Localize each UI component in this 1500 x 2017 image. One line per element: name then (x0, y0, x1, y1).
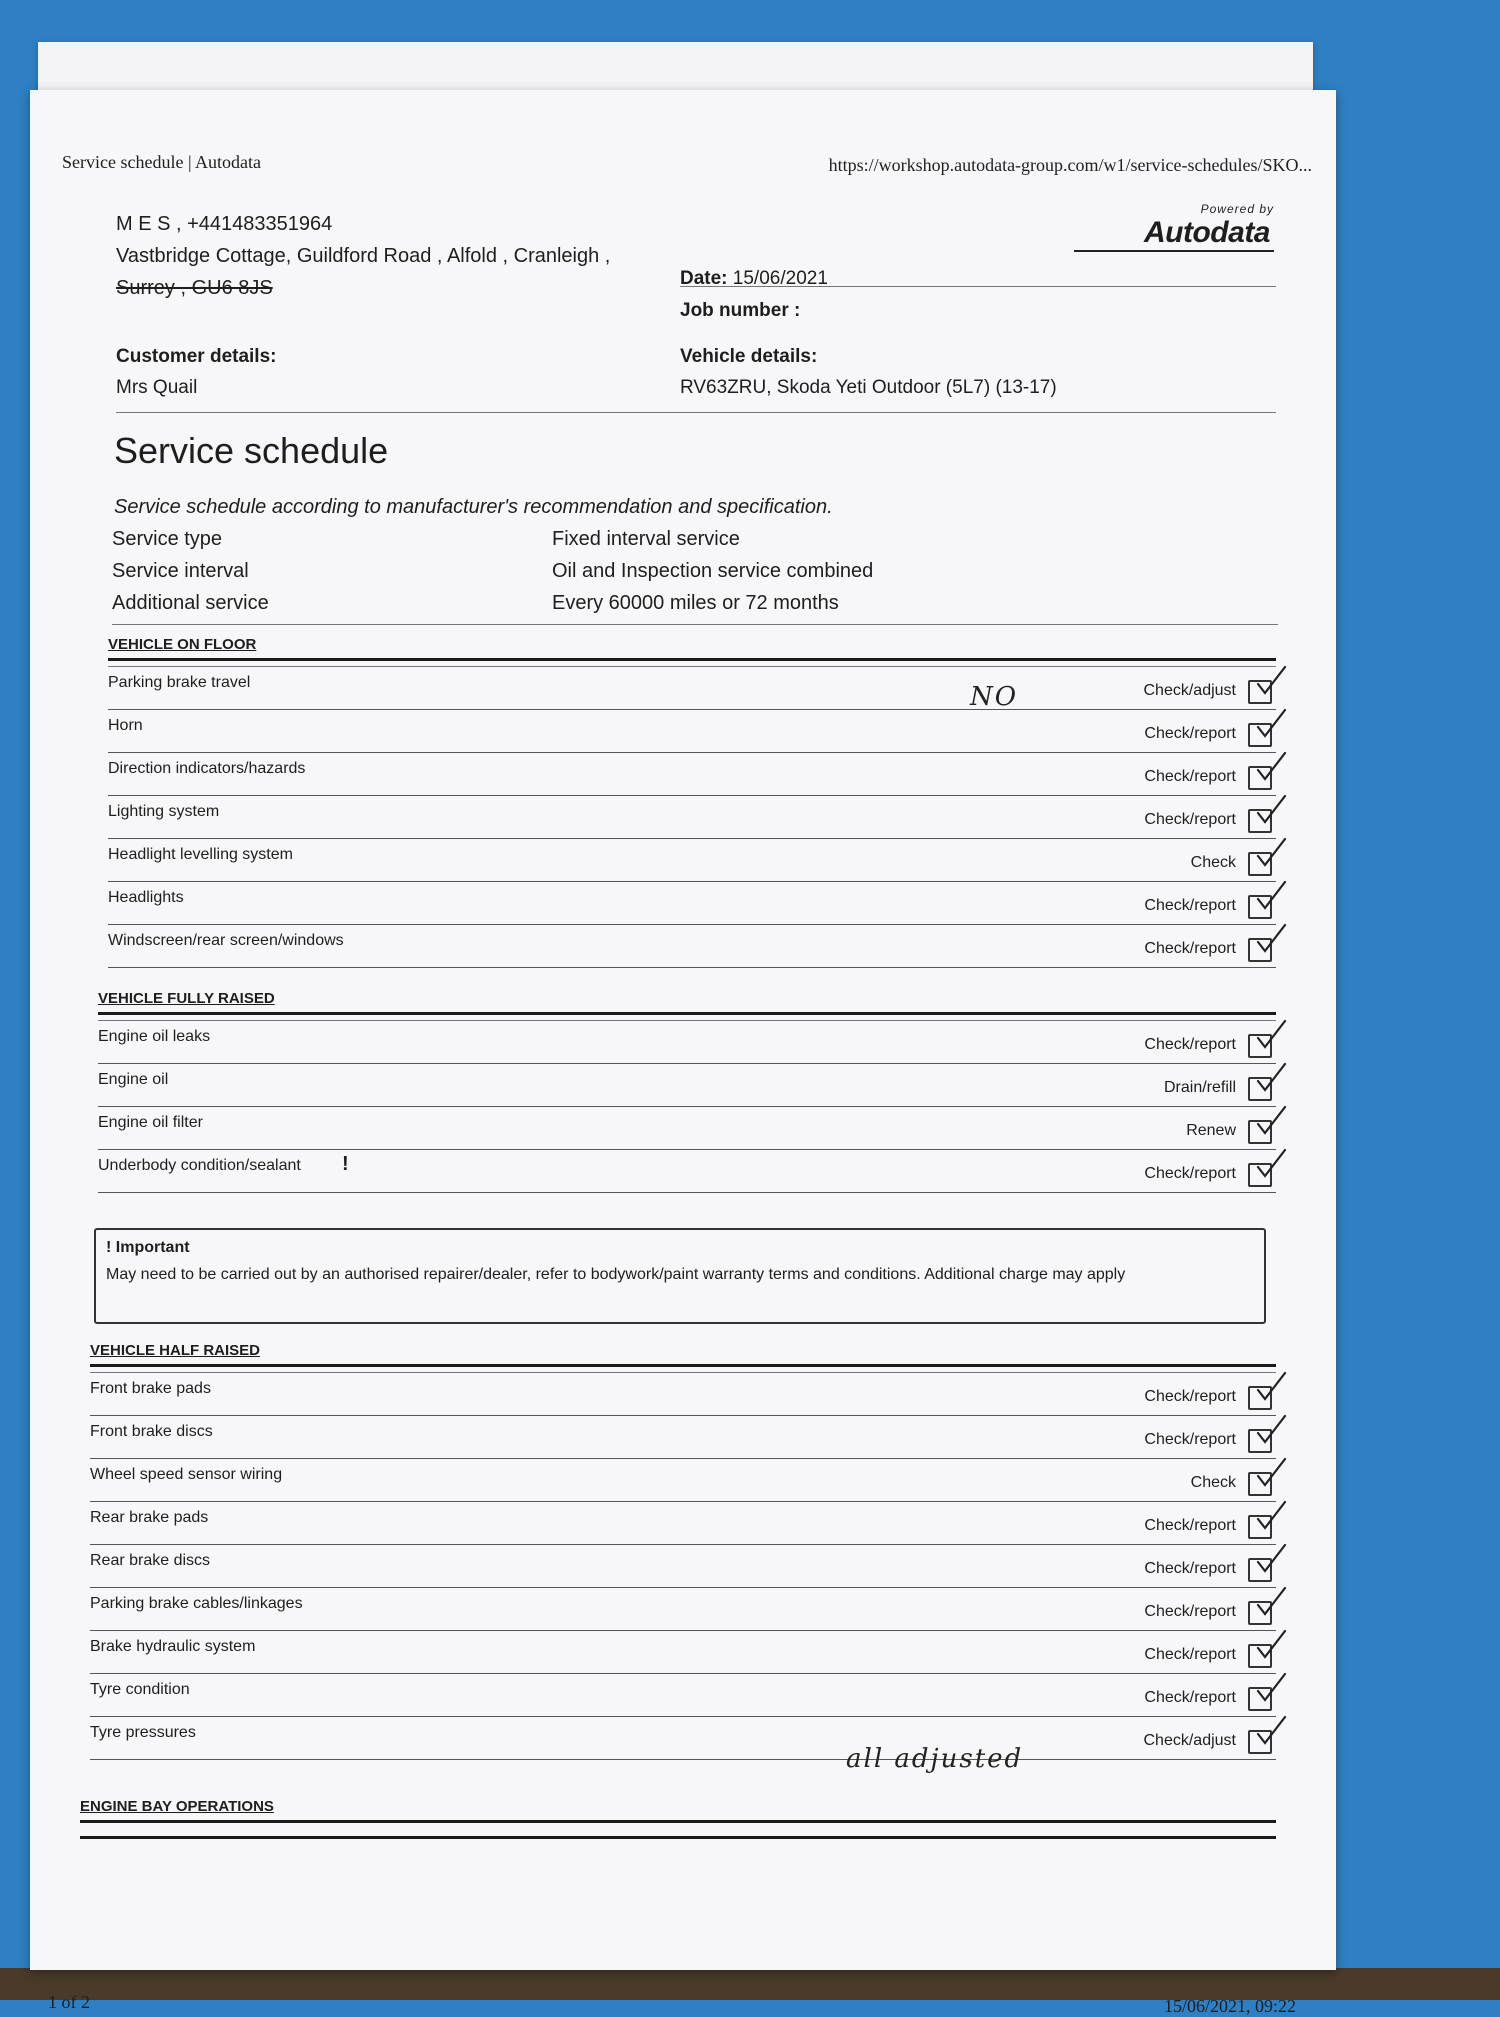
checklist-item-label: Front brake discs (90, 1423, 213, 1440)
checklist-row (90, 1374, 1276, 1416)
date-line (680, 268, 828, 290)
row-divider (90, 1415, 1276, 1416)
garage-address (116, 208, 610, 304)
important-heading: ! Important (106, 1239, 190, 1256)
section-rule (98, 1020, 1276, 1021)
checklist-item-label: Front brake pads (90, 1380, 211, 1397)
info-row (112, 528, 1278, 560)
checklist-item-label: Horn (108, 717, 143, 734)
browser-page-url: https://workshop.autodata-group.com/w1/service-schedules/SKO... (828, 155, 1312, 175)
section-heading-half-raised: VEHICLE HALF RAISED (90, 1342, 261, 1359)
date-label: Date: (680, 268, 728, 289)
important-notice (94, 1228, 1266, 1324)
row-divider (98, 1106, 1276, 1107)
checklist-item-label: Rear brake discs (90, 1552, 211, 1569)
date-value: 15/06/2021 (732, 268, 828, 289)
checklist-item-label: Brake hydraulic system (90, 1638, 256, 1655)
customer-heading: Customer details: (116, 346, 277, 367)
checklist-row (90, 1417, 1276, 1459)
powered-by-label: Powered by (1200, 202, 1274, 216)
row-divider (108, 967, 1276, 968)
handwritten-tick-icon (1254, 1370, 1288, 1404)
vehicle-heading: Vehicle details: (680, 346, 818, 367)
section-heading-floor: VEHICLE ON FLOOR (108, 636, 257, 653)
row-divider (90, 1587, 1276, 1588)
checklist-row (90, 1460, 1276, 1502)
row-divider (108, 838, 1276, 839)
info-value: Oil and Inspection service combined (552, 560, 874, 582)
handwritten-tick-icon (1254, 879, 1288, 913)
checklist-row (90, 1675, 1276, 1717)
checklist-row (90, 1632, 1276, 1674)
checklist-item-action: Check/report (1144, 940, 1236, 957)
handwritten-tick-icon (1254, 707, 1288, 741)
row-divider (90, 1630, 1276, 1631)
handwritten-tick-icon (1254, 750, 1288, 784)
checklist-item-label: Headlights (108, 889, 184, 906)
checklist-item-action: Check/report (1144, 1517, 1236, 1534)
handwritten-tick-icon (1254, 1628, 1288, 1662)
service-schedule-page (30, 90, 1336, 2016)
schedule-description: Service schedule according to manufacturer's recommendation and specification. (114, 496, 833, 518)
checklist-row (108, 754, 1276, 796)
info-row (112, 560, 1278, 592)
checklist-item-action: Check/report (1144, 811, 1236, 828)
checklist-item-action: Check/report (1144, 1431, 1236, 1448)
checklist-row (90, 1546, 1276, 1588)
section-heading-fully-raised: VEHICLE FULLY RAISED (98, 990, 275, 1007)
row-divider (98, 1063, 1276, 1064)
checklist-item-label: Underbody condition/sealant (98, 1157, 301, 1174)
checklist-item-label: Tyre pressures (90, 1724, 196, 1741)
handwritten-tick-icon (1254, 1714, 1288, 1748)
checklist-row (108, 797, 1276, 839)
row-divider (108, 752, 1276, 753)
autodata-logo (1074, 202, 1274, 252)
row-divider (90, 1544, 1276, 1545)
handwritten-note-tyres: all adjusted (846, 1744, 1024, 1774)
row-divider (108, 881, 1276, 882)
details-divider (116, 412, 1276, 413)
checklist-item-label: Rear brake pads (90, 1509, 209, 1526)
info-key: Service interval (112, 560, 249, 582)
checklist-row (98, 1108, 1276, 1150)
checklist-item-action: Check (1190, 854, 1236, 871)
checklist-item-action: Check/report (1144, 1165, 1236, 1182)
handwritten-tick-icon (1254, 1413, 1288, 1447)
brand-name: Autodata (1074, 216, 1274, 252)
info-key: Service type (112, 528, 223, 550)
section-rule (98, 1012, 1276, 1015)
checklist-item-label: Headlight levelling system (108, 846, 293, 863)
handwritten-tick-icon (1254, 1147, 1288, 1181)
checklist-item-action: Check/adjust (1143, 1732, 1236, 1749)
info-value: Fixed interval service (552, 528, 740, 550)
handwritten-tick-icon (1254, 1499, 1288, 1533)
row-divider (90, 1759, 1276, 1760)
checklist-row (108, 840, 1276, 882)
checklist-row (108, 711, 1276, 753)
section-rule (80, 1820, 1276, 1823)
checklist-row (90, 1718, 1276, 1760)
handwritten-tick-icon (1254, 1456, 1288, 1490)
customer-name: Mrs Quail (116, 377, 198, 398)
info-divider (112, 624, 1278, 625)
garage-address-line1: Vastbridge Cottage, Guildford Road , Alfold , Cranleigh , (116, 245, 611, 267)
handwritten-tick-icon (1254, 1542, 1288, 1576)
checklist-row (98, 1151, 1276, 1193)
checklist-row (108, 883, 1276, 925)
handwritten-tick-icon (1254, 1671, 1288, 1705)
section-rule (90, 1364, 1276, 1367)
checklist-item-action: Renew (1186, 1122, 1236, 1139)
checklist-item-label: Direction indicators/hazards (108, 760, 306, 777)
checklist-item-action: Check (1190, 1474, 1236, 1491)
row-divider (98, 1192, 1276, 1193)
job-number-label: Job number : (680, 300, 801, 321)
section-rule (80, 1836, 1276, 1839)
checklist-row (108, 926, 1276, 968)
section-rule (90, 1372, 1276, 1373)
row-divider (90, 1716, 1276, 1717)
print-timestamp: 15/06/2021, 09:22 (1163, 1996, 1296, 2016)
handwritten-note-parking: NO (970, 682, 1019, 712)
checklist-row (90, 1589, 1276, 1631)
page-number: 1 of 2 (48, 1992, 90, 2012)
checklist-row (108, 668, 1276, 710)
handwritten-tick-icon (1254, 793, 1288, 827)
row-divider (108, 709, 1276, 710)
checklist-item-action: Check/report (1144, 1646, 1236, 1663)
checklist-item-label: Engine oil (98, 1071, 169, 1088)
page-title: Service schedule (114, 430, 389, 471)
handwritten-tick-icon (1254, 1104, 1288, 1138)
garage-name-phone: M E S , +441483351964 (116, 213, 333, 235)
service-info (112, 528, 1278, 624)
checklist-item-label: Parking brake travel (108, 674, 251, 691)
checklist-item-label: Parking brake cables/linkages (90, 1595, 303, 1612)
important-text: May need to be carried out by an authorised repairer/dealer, refer to bodywork/paint warranty terms and conditions. Additional charge may apply (106, 1266, 1126, 1283)
info-row (112, 592, 1278, 624)
row-divider (108, 924, 1276, 925)
section-rule (108, 666, 1276, 667)
checklist-item-label: Tyre condition (90, 1681, 190, 1698)
checklist-item-action: Check/report (1144, 897, 1236, 914)
checklist-item-action: Check/report (1144, 768, 1236, 785)
checklist-item-action: Check/adjust (1143, 682, 1236, 699)
handwritten-tick-icon (1254, 1585, 1288, 1619)
checklist-item-label: Wheel speed sensor wiring (90, 1466, 283, 1483)
row-divider (108, 795, 1276, 796)
row-divider (90, 1501, 1276, 1502)
checklist-item-action: Check/report (1144, 1388, 1236, 1405)
handwritten-tick-icon (1254, 664, 1288, 698)
checklist-item-label: Lighting system (108, 803, 220, 820)
checklist-item-action: Check/report (1144, 1560, 1236, 1577)
handwritten-tick-icon (1254, 1018, 1288, 1052)
row-divider (90, 1673, 1276, 1674)
garage-address-line2: Surrey , GU6 8JS (116, 277, 273, 299)
row-divider (90, 1458, 1276, 1459)
checklist-item-label: Windscreen/rear screen/windows (108, 932, 344, 949)
checklist-row (98, 1065, 1276, 1107)
checklist-item-action: Check/report (1144, 1689, 1236, 1706)
checklist-item-action: Check/report (1144, 1036, 1236, 1053)
handwritten-tick-icon (1254, 1061, 1288, 1095)
handwritten-tick-icon (1254, 836, 1288, 870)
checklist-item-label: Engine oil leaks (98, 1028, 211, 1045)
info-key: Additional service (112, 592, 269, 614)
checklist-item-action: Drain/refill (1163, 1079, 1236, 1096)
section-heading-engine-bay: ENGINE BAY OPERATIONS (80, 1798, 274, 1815)
checklist-row (98, 1022, 1276, 1064)
checklist-row (90, 1503, 1276, 1545)
checklist-item-action: Check/report (1144, 725, 1236, 742)
row-divider (98, 1149, 1276, 1150)
browser-page-title: Service schedule | Autodata (62, 152, 262, 172)
warning-icon: ! (342, 1153, 349, 1175)
handwritten-tick-icon (1254, 922, 1288, 956)
vehicle-description: RV63ZRU, Skoda Yeti Outdoor (5L7) (13-17) (680, 377, 1057, 398)
section-rule (108, 658, 1276, 661)
info-value: Every 60000 miles or 72 months (552, 592, 839, 614)
checklist-item-label: Engine oil filter (98, 1114, 203, 1131)
checklist-item-action: Check/report (1144, 1603, 1236, 1620)
